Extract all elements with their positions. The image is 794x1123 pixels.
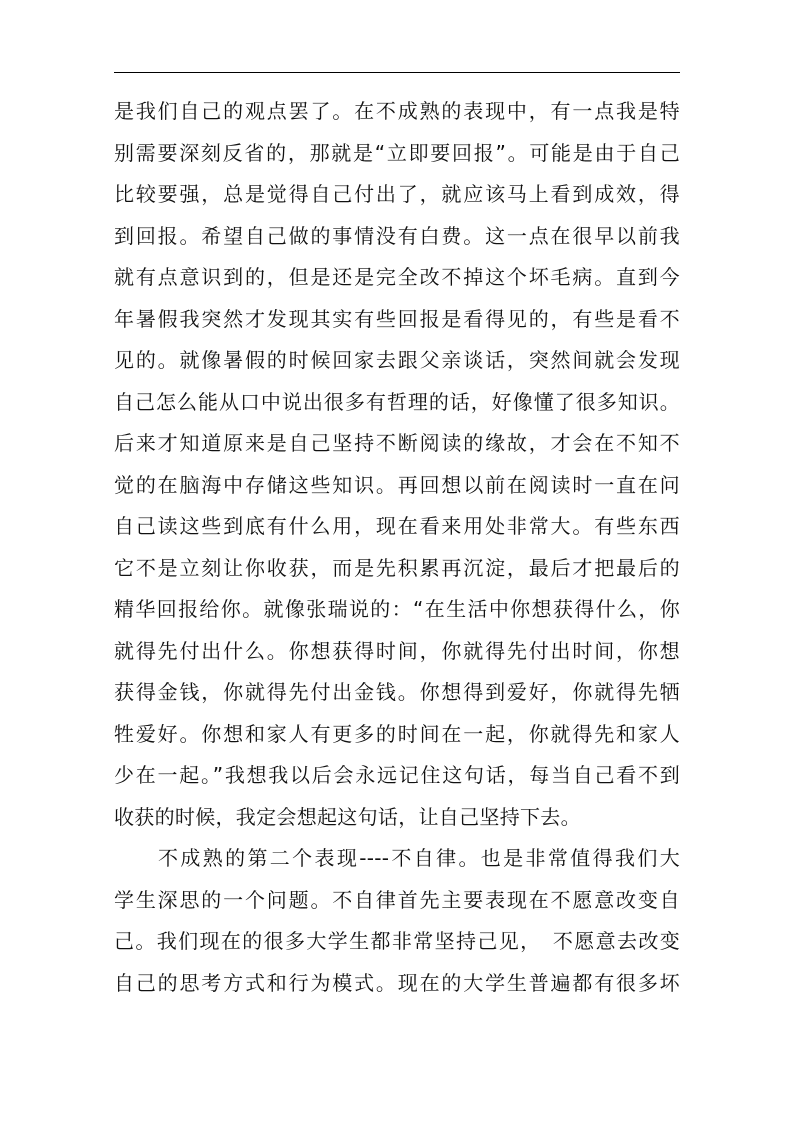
text-line: 自己怎么能从口中说出很多有哲理的话，好像懂了很多知识。: [114, 389, 680, 414]
text-line: 别需要深刻反省的，那就是“立即要回报”。可能是由于自己: [114, 140, 680, 165]
text-line: 它不是立刻让你收获，而是先积累再沉淀，最后才把最后的: [114, 555, 680, 580]
text-line: 见的。就像暑假的时候回家去跟父亲谈话，突然间就会发现: [114, 348, 680, 372]
text-line: 到回报。希望自己做的事情没有白费。这一点在很早以前我: [114, 223, 680, 248]
paragraph-last-line: 收获的时候，我定会想起这句话，让自己坚持下去。: [114, 804, 581, 829]
text-line: 就得先付出什么。你想获得时间，你就得先付出时间，你想: [114, 638, 680, 663]
text-line: 自己读这些到底有什么用，现在看来用处非常大。有些东西: [114, 514, 680, 538]
text-line: 年暑假我突然才发现其实有些回报是看得见的，有些是看不: [114, 306, 680, 331]
text-line: 获得金钱，你就得先付出金钱。你想得到爱好，你就得先牺: [114, 680, 680, 704]
text-line: 牲爱好。你想和家人有更多的时间在一起，你就得先和家人: [114, 721, 680, 746]
text-line: 后来才知道原来是自己坚持不断阅读的缘故，才会在不知不: [114, 431, 680, 455]
body-text: [114, 91, 680, 1004]
text-line: 自己的思考方式和行为模式。现在的大学生普遍都有很多坏: [114, 970, 680, 995]
text-line: 是我们自己的观点罢了。在不成熟的表现中，有一点我是特: [114, 99, 680, 123]
text-line: 己。我们现在的很多大学生都非常坚持己见， 不愿意去改变: [114, 929, 680, 953]
text-line: 精华回报给你。就像张瑞说的：“在生活中你想获得什么，你: [114, 597, 680, 621]
text-line: 比较要强，总是觉得自己付出了，就应该马上看到成效，得: [114, 182, 680, 206]
header-rule: [114, 72, 680, 73]
paragraph-first-line: 不成熟的第二个表现----不自律。也是非常值得我们大: [158, 846, 680, 870]
text-line: 就有点意识到的，但是还是完全改不掉这个坏毛病。直到今: [114, 265, 680, 289]
text-line: 少在一起。”我想我以后会永远记住这句话，每当自己看不到: [114, 763, 680, 787]
text-line: 觉的在脑海中存储这些知识。再回想以前在阅读时一直在问: [114, 472, 680, 497]
text-line: 学生深思的一个问题。不自律首先主要表现在不愿意改变自: [114, 887, 680, 912]
